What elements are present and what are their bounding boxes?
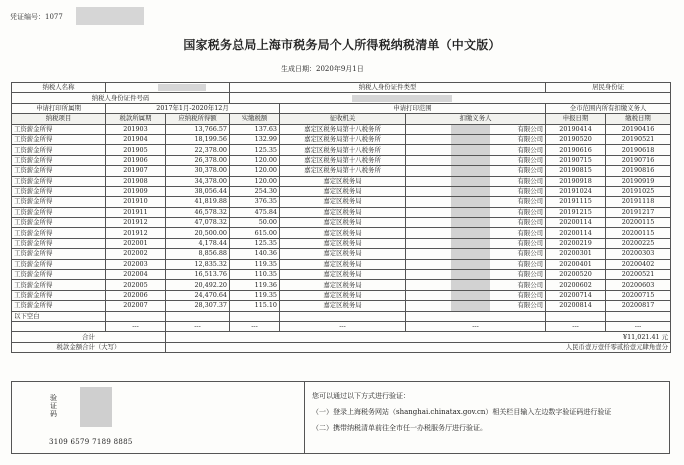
declaration-date-cell: 20200401: [546, 259, 606, 269]
tax-office-cell: 嘉定区税务局: [280, 280, 406, 290]
col-withholding-agent: 扣缴义务人: [406, 114, 546, 124]
payment-date-cell: 20200402: [606, 259, 671, 269]
verification-code-number: 3109 6579 7189 8885: [49, 438, 133, 446]
declaration-date-cell: 20200114: [546, 218, 606, 228]
blank-cell: [280, 311, 406, 321]
certificate-number: [10, 12, 63, 22]
tax-paid-cell: 120.00: [230, 155, 280, 165]
tax-period-cell: 202002: [106, 249, 166, 259]
column-header-row: [12, 114, 671, 124]
range-label: 申请打印范围: [280, 103, 546, 113]
period-value: 2017年1月-2020年12月: [106, 103, 280, 113]
taxable-income-cell: 22,378.00: [166, 145, 230, 155]
dash-row: [12, 321, 671, 331]
tax-period-cell: 202007: [106, 301, 166, 311]
tax-paid-cell: 120.00: [230, 166, 280, 176]
tax-item-cell: 工资薪金所得: [12, 124, 106, 134]
tax-period-cell: 201910: [106, 197, 166, 207]
payment-date-cell: 20200715: [606, 290, 671, 300]
tax-period-cell: 201909: [106, 186, 166, 196]
table-row: [12, 280, 671, 290]
tax-period-cell: 201905: [106, 145, 166, 155]
tax-office-cell: 嘉定区税务局: [280, 301, 406, 311]
verification-instructions: [312, 388, 611, 436]
withholding-agent-cell: 有限公司: [406, 290, 546, 300]
payment-date-cell: 20191217: [606, 207, 671, 217]
tax-office-cell: 嘉定区税务局: [280, 218, 406, 228]
table-row: [12, 124, 671, 134]
tax-item-cell: 工资薪金所得: [12, 134, 106, 144]
tax-item-cell: 工资薪金所得: [12, 176, 106, 186]
withholding-agent-cell: 有限公司: [406, 124, 546, 134]
col-payment-date: 缴税日期: [606, 114, 671, 124]
tax-paid-cell: 137.63: [230, 124, 280, 134]
taxable-income-cell: 47,078.32: [166, 218, 230, 228]
dash-cell: ---: [106, 321, 166, 331]
col-declaration-date: 申报日期: [546, 114, 606, 124]
id-type-label: 纳税人身份证件类型: [230, 83, 546, 93]
info-row-1: [12, 83, 671, 93]
col-tax-period: 税款所属期: [106, 114, 166, 124]
verification-intro: 您可以通过以下方式进行验证：: [312, 392, 410, 400]
tax-item-cell: 工资薪金所得: [12, 280, 106, 290]
amount-words-row: [12, 342, 671, 352]
tax-office-cell: 嘉定区税务局第十八税务所: [280, 155, 406, 165]
period-label: 申请打印所属期: [12, 103, 106, 113]
withholding-agent-cell: 有限公司: [406, 145, 546, 155]
payment-date-cell: 20190416: [606, 124, 671, 134]
tax-item-cell: 工资薪金所得: [12, 218, 106, 228]
declaration-date-cell: 20200219: [546, 238, 606, 248]
payment-date-cell: 20200521: [606, 270, 671, 280]
tax-rows: [12, 124, 671, 311]
payment-date-cell: 20190618: [606, 145, 671, 155]
verification-method-2: （二）携带纳税清单前往全市任一办税服务厅进行验证。: [312, 424, 487, 432]
amount-words-label: 税款金额合计（大写）: [12, 342, 166, 352]
tax-office-cell: 嘉定区税务局第十八税务所: [280, 124, 406, 134]
table-row: [12, 134, 671, 144]
tax-office-cell: 嘉定区税务局第十八税务所: [280, 134, 406, 144]
withholding-agent-cell: 有限公司: [406, 186, 546, 196]
tax-paid-cell: 140.36: [230, 249, 280, 259]
dash-cell: ---: [166, 321, 230, 331]
tax-item-cell: 工资薪金所得: [12, 290, 106, 300]
tax-period-cell: 201912: [106, 218, 166, 228]
blank-cell: [406, 311, 546, 321]
tax-paid-cell: 132.99: [230, 134, 280, 144]
range-value: 全市范围内所有扣缴义务人: [546, 103, 671, 113]
tax-item-cell: 工资薪金所得: [12, 145, 106, 155]
tax-paid-cell: 120.00: [230, 176, 280, 186]
total-row: [12, 332, 671, 342]
withholding-agent-cell: 有限公司: [406, 228, 546, 238]
table-row: [12, 207, 671, 217]
table-row: [12, 186, 671, 196]
table-row: [12, 238, 671, 248]
dash-cell: ---: [546, 321, 606, 331]
declaration-date-cell: 20200114: [546, 228, 606, 238]
declaration-date-cell: 20200301: [546, 249, 606, 259]
tax-item-cell: 工资薪金所得: [12, 197, 106, 207]
col-taxable-income: 应纳税所得额: [166, 114, 230, 124]
tax-office-cell: 嘉定区税务局: [280, 249, 406, 259]
taxable-income-cell: 8,856.88: [166, 249, 230, 259]
tax-office-cell: 嘉定区税务局: [280, 197, 406, 207]
amount-words-value: 人民币壹万壹仟零贰拾壹元肆角壹分: [166, 342, 671, 352]
id-number-redaction: [352, 95, 452, 102]
payment-date-cell: 20190919: [606, 176, 671, 186]
blank-cell: [106, 311, 166, 321]
table-row: [12, 290, 671, 300]
taxable-income-cell: 30,378.00: [166, 166, 230, 176]
blank-cell: [230, 311, 280, 321]
section-divider: [304, 382, 305, 453]
payment-date-cell: 20200603: [606, 280, 671, 290]
taxable-income-cell: 12,835.32: [166, 259, 230, 269]
col-tax-paid: 实缴税额: [230, 114, 280, 124]
tax-paid-cell: 115.10: [230, 301, 280, 311]
tax-item-cell: 工资薪金所得: [12, 259, 106, 269]
payment-date-cell: 20200115: [606, 218, 671, 228]
declaration-date-cell: 20200520: [546, 270, 606, 280]
verification-method-1: （一）登录上海税务网站（shanghai.chinatax.gov.cn）相关栏目输入左边数字验证码进行验证: [312, 408, 612, 416]
payment-date-cell: 20200225: [606, 238, 671, 248]
declaration-date-cell: 20190414: [546, 124, 606, 134]
table-row: [12, 259, 671, 269]
withholding-agent-cell: 有限公司: [406, 249, 546, 259]
withholding-agent-cell: 有限公司: [406, 301, 546, 311]
declaration-date-cell: 20190616: [546, 145, 606, 155]
blank-label: 以下空白: [12, 311, 106, 321]
withholding-agent-cell: 有限公司: [406, 280, 546, 290]
tax-paid-cell: 125.35: [230, 145, 280, 155]
tax-item-cell: 工资薪金所得: [12, 155, 106, 165]
taxable-income-cell: 16,513.76: [166, 270, 230, 280]
tax-office-cell: 嘉定区税务局第十八税务所: [280, 145, 406, 155]
withholding-agent-cell: 有限公司: [406, 176, 546, 186]
payment-date-cell: 20200115: [606, 228, 671, 238]
declaration-date-cell: 20200714: [546, 290, 606, 300]
certificate-number-label: 凭证编号：1077: [10, 13, 63, 21]
id-type-value: 居民身份证: [546, 83, 671, 93]
withholding-agent-cell: 有限公司: [406, 238, 546, 248]
tax-period-cell: 202004: [106, 270, 166, 280]
tax-item-cell: 工资薪金所得: [12, 301, 106, 311]
certificate-number-redaction: [76, 7, 144, 25]
payment-date-cell: 20191025: [606, 186, 671, 196]
table-row: [12, 155, 671, 165]
tax-paid-cell: 119.36: [230, 280, 280, 290]
tax-period-cell: 201907: [106, 166, 166, 176]
document-title: 国家税务总局上海市税务局个人所得税纳税清单（中文版）: [183, 38, 501, 52]
verification-section: [11, 381, 670, 454]
table-row: [12, 145, 671, 155]
taxable-income-cell: 28,307.37: [166, 301, 230, 311]
tax-period-cell: 201904: [106, 134, 166, 144]
table-row: [12, 197, 671, 207]
tax-office-cell: 嘉定区税务局: [280, 186, 406, 196]
payment-date-cell: 20190816: [606, 166, 671, 176]
tax-item-cell: 工资薪金所得: [12, 238, 106, 248]
tax-paid-cell: 376.35: [230, 197, 280, 207]
tax-paid-cell: 125.35: [230, 238, 280, 248]
tax-item-cell: 工资薪金所得: [12, 166, 106, 176]
tax-office-cell: 嘉定区税务局: [280, 238, 406, 248]
table-row: [12, 249, 671, 259]
taxable-income-cell: 24,470.64: [166, 290, 230, 300]
blank-cell: [606, 311, 671, 321]
tax-paid-cell: 119.35: [230, 259, 280, 269]
tax-table: [11, 82, 671, 353]
tax-office-cell: 嘉定区税务局: [280, 207, 406, 217]
declaration-date-cell: 20190918: [546, 176, 606, 186]
withholding-agent-cell: 有限公司: [406, 166, 546, 176]
withholding-agent-cell: 有限公司: [406, 134, 546, 144]
taxpayer-name-redaction: [158, 84, 206, 91]
generation-date: 生成日期：2020年9月1日: [281, 65, 364, 73]
payment-date-cell: 20190521: [606, 134, 671, 144]
taxpayer-name-value: [106, 83, 230, 93]
tax-period-cell: 201912: [106, 228, 166, 238]
total-label: 合计: [12, 332, 166, 342]
declaration-date-cell: 20190715: [546, 155, 606, 165]
taxable-income-cell: 34,378.00: [166, 176, 230, 186]
taxable-income-cell: 13,766.57: [166, 124, 230, 134]
tax-item-cell: 工资薪金所得: [12, 249, 106, 259]
payment-date-cell: 20200817: [606, 301, 671, 311]
withholding-agent-cell: 有限公司: [406, 155, 546, 165]
tax-period-cell: 202001: [106, 238, 166, 248]
tax-item-cell: 工资薪金所得: [12, 186, 106, 196]
declaration-date-cell: 20200814: [546, 301, 606, 311]
declaration-date-cell: 20191024: [546, 186, 606, 196]
col-tax-office: 征收机关: [280, 114, 406, 124]
tax-period-cell: 201903: [106, 124, 166, 134]
tax-period-cell: 201911: [106, 207, 166, 217]
tax-paid-cell: 110.35: [230, 270, 280, 280]
declaration-date-cell: 20191115: [546, 197, 606, 207]
tax-paid-cell: 119.35: [230, 290, 280, 300]
tax-paid-cell: 50.00: [230, 218, 280, 228]
declaration-date-cell: 20200602: [546, 280, 606, 290]
tax-period-cell: 202003: [106, 259, 166, 269]
info-row-3: [12, 103, 671, 113]
tax-period-cell: 201906: [106, 155, 166, 165]
id-number-value: [230, 93, 671, 103]
dash-cell: ---: [280, 321, 406, 331]
tax-office-cell: 嘉定区税务局第十八税务所: [280, 166, 406, 176]
declaration-date-cell: 20190815: [546, 166, 606, 176]
payment-date-cell: 20190716: [606, 155, 671, 165]
taxable-income-cell: 38,056.44: [166, 186, 230, 196]
taxable-income-cell: 20,500.00: [166, 228, 230, 238]
tax-office-cell: 嘉定区税务局: [280, 228, 406, 238]
info-row-2: [12, 93, 671, 103]
blank-row: [12, 311, 671, 321]
tax-paid-cell: 615.00: [230, 228, 280, 238]
taxable-income-cell: 18,199.56: [166, 134, 230, 144]
dash-cell: ---: [230, 321, 280, 331]
dash-cell: ---: [406, 321, 546, 331]
blank-cell: [12, 321, 106, 331]
tax-office-cell: 嘉定区税务局: [280, 176, 406, 186]
taxable-income-cell: 26,378.00: [166, 155, 230, 165]
taxable-income-cell: 46,578.32: [166, 207, 230, 217]
taxable-income-cell: 4,178.44: [166, 238, 230, 248]
taxpayer-name-label: 纳税人名称: [12, 83, 106, 93]
blank-cell: [166, 311, 230, 321]
table-row: [12, 218, 671, 228]
withholding-agent-cell: 有限公司: [406, 270, 546, 280]
tax-item-cell: 工资薪金所得: [12, 207, 106, 217]
tax-office-cell: 嘉定区税务局: [280, 259, 406, 269]
tax-item-cell: 工资薪金所得: [12, 270, 106, 280]
tax-office-cell: 嘉定区税务局: [280, 270, 406, 280]
verification-code-label: 验证码: [50, 394, 57, 418]
tax-period-cell: 201908: [106, 176, 166, 186]
table-row: [12, 228, 671, 238]
taxable-income-cell: 20,492.20: [166, 280, 230, 290]
table-row: [12, 270, 671, 280]
payment-date-cell: 20200303: [606, 249, 671, 259]
tax-period-cell: 202005: [106, 280, 166, 290]
withholding-agent-cell: 有限公司: [406, 207, 546, 217]
table-row: [12, 301, 671, 311]
table-row: [12, 166, 671, 176]
qr-code-redaction: [80, 387, 112, 427]
tax-paid-cell: 475.84: [230, 207, 280, 217]
withholding-agent-cell: 有限公司: [406, 197, 546, 207]
blank-cell: [546, 311, 606, 321]
withholding-agent-cell: 有限公司: [406, 218, 546, 228]
tax-item-cell: 工资薪金所得: [12, 228, 106, 238]
withholding-agent-cell: 有限公司: [406, 259, 546, 269]
tax-period-cell: 202006: [106, 290, 166, 300]
tax-paid-cell: 254.30: [230, 186, 280, 196]
declaration-date-cell: 20191215: [546, 207, 606, 217]
declaration-date-cell: 20190520: [546, 134, 606, 144]
dash-cell: ---: [606, 321, 671, 331]
taxable-income-cell: 41,819.88: [166, 197, 230, 207]
id-number-label: 纳税人身份证件号码: [12, 93, 230, 103]
payment-date-cell: 20191118: [606, 197, 671, 207]
table-row: [12, 176, 671, 186]
col-tax-item: 纳税项目: [12, 114, 106, 124]
total-value: ¥11,021.41 元: [166, 332, 671, 342]
tax-office-cell: 嘉定区税务局: [280, 290, 406, 300]
